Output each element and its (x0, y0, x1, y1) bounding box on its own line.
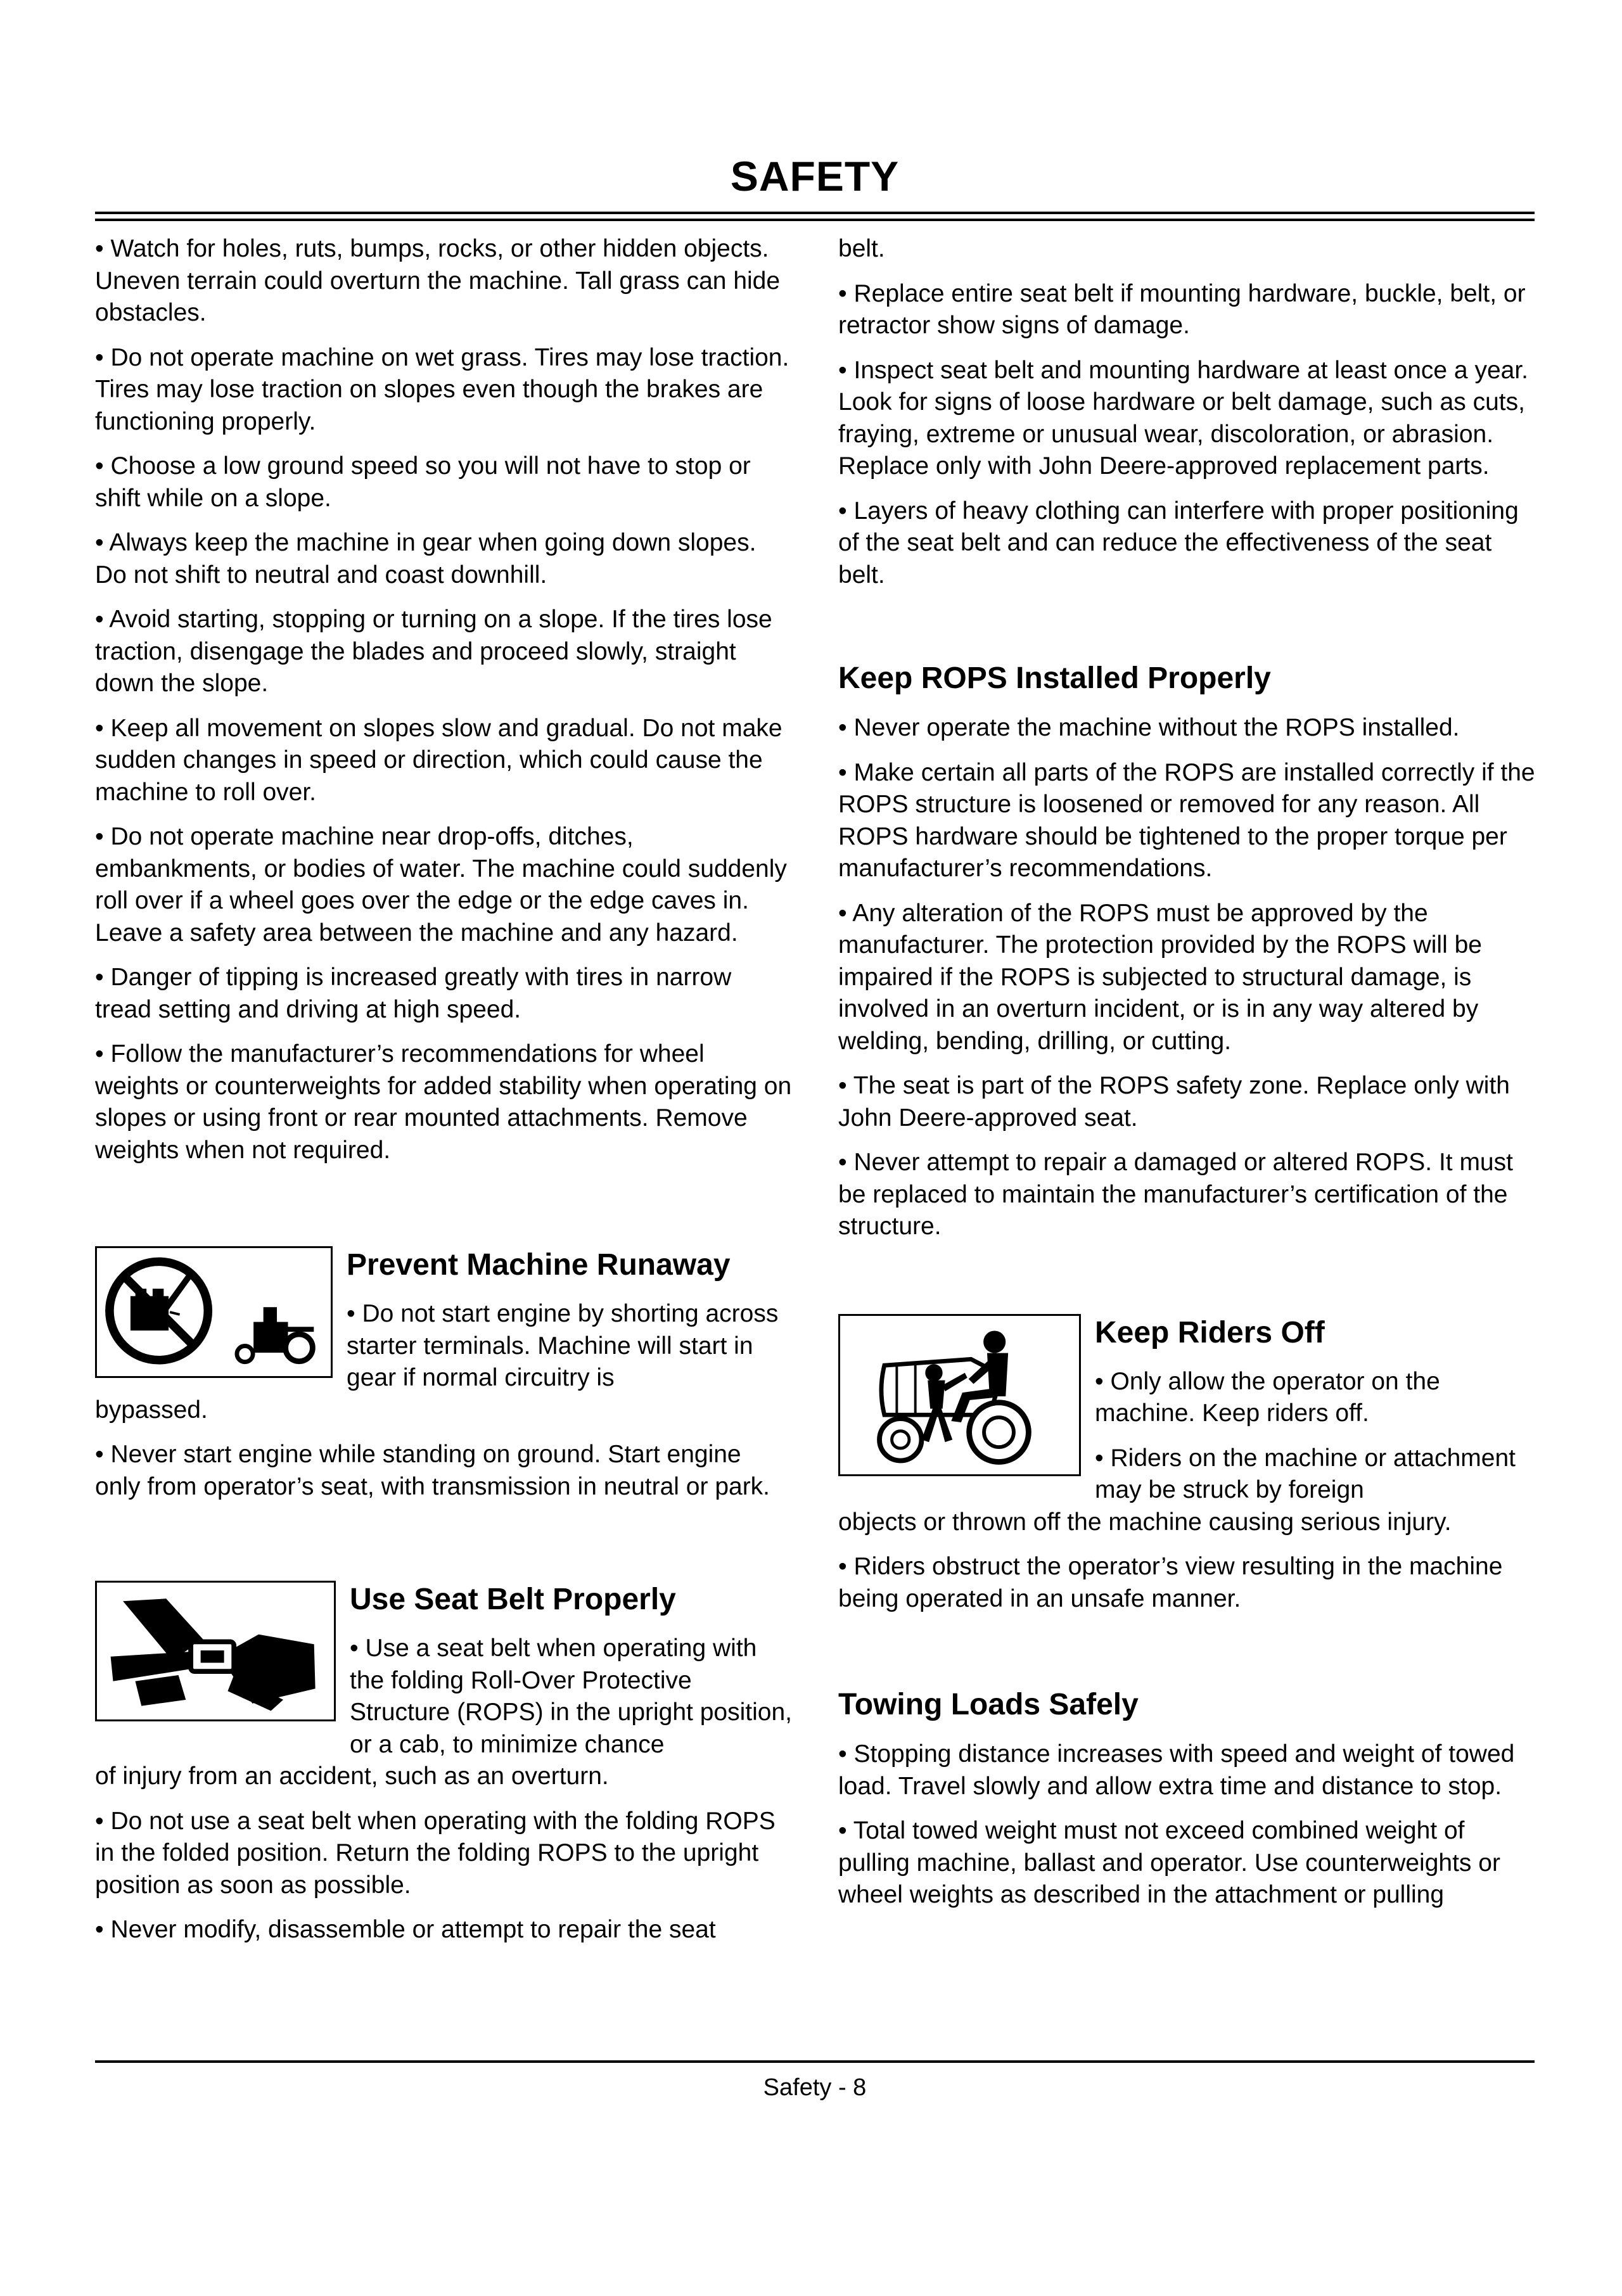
runaway-bullet-1: • Do not start engine by shorting across starter terminals. Machine will start in gear if normal circuitry is (347, 1300, 779, 1391)
footer-rule (95, 2060, 1535, 2063)
riders-heading: Keep Riders Off (1095, 1315, 1325, 1349)
header-rule-top (95, 212, 1535, 214)
runaway-heading: Prevent Machine Runaway (347, 1248, 731, 1282)
runaway-section (95, 1246, 792, 1394)
bullet-tipping: • Danger of tipping is increased greatly with tires in narrow tread setting and driving at high speed. (95, 964, 732, 1023)
riders-bullet-2: • Riders on the machine or attachment may be struck by foreign (1095, 1444, 1516, 1503)
seatbelt-bullet-3: • Never modify, disassemble or attempt to repair the seat (95, 1916, 716, 1943)
rops-bullet-4: • The seat is part of the ROPS safety zone. Replace only with John Deere-approved seat. (838, 1072, 1510, 1132)
bullet-wheel-weights: • Follow the manufacturer’s recommendations for wheel weights or counterweights for added stability when operating on slopes or using front or rear mounted attachments. Remove weights when not required. (95, 1040, 792, 1164)
seatbelt-bullet-1: • Use a seat belt when operating with the folding Roll-Over Protective Structure (ROPS) in the upright position, or a cab, to minimize chance (350, 1635, 792, 1758)
no-shorting-starter-icon (95, 1246, 333, 1378)
right-column (838, 233, 1535, 1924)
seatbelt-continued: belt. (838, 235, 885, 262)
seatbelt-bullet-2: • Do not use a seat belt when operating with the folding ROPS in the folded position. Return the folding ROPS to the upright position as soon as possible. (95, 1807, 776, 1899)
riders-bullet-2-continued: objects or thrown off the machine causing serious injury. (838, 1508, 1452, 1536)
towing-heading: Towing Loads Safely (838, 1688, 1139, 1721)
rops-bullet-1: • Never operate the machine without the ROPS installed. (838, 714, 1460, 741)
bullet-heavy-clothing: • Layers of heavy clothing can interfere with proper positioning of the seat belt and can reduce the effectiveness of the seat belt. (838, 497, 1519, 589)
towing-bullet-2: • Total towed weight must not exceed combined weight of pulling machine, ballast and operator. Use counterweights or wheel weights as described in the attachment or pulling (838, 1817, 1500, 1908)
tractor-rider-icon (838, 1314, 1081, 1476)
bullet-wet-grass: • Do not operate machine on wet grass. Tires may lose traction. Tires may lose traction on slopes even though the brakes are functioning properly. (95, 343, 789, 435)
bullet-inspect-seat-belt: • Inspect seat belt and mounting hardware at least once a year. Look for signs of loose hardware or belt damage, such as cuts, fraying, extreme or unusual wear, discoloration, or abrasion. Replace only with John Deere-approved replacement parts. (838, 356, 1528, 480)
left-column (95, 233, 792, 1959)
riders-bullet-1: • Only allow the operator on the machine. Keep riders off. (1095, 1367, 1440, 1427)
rops-bullet-2: • Make certain all parts of the ROPS are installed correctly if the ROPS structure is loosened or removed for any reason. All ROPS hardware should be tightened to the proper torque per manufacturer’s recommendations. (838, 758, 1535, 882)
towing-bullet-1: • Stopping distance increases with speed and weight of towed load. Travel slowly and allow extra time and distance to stop. (838, 1740, 1515, 1800)
page-footer: Safety - 8 (763, 2074, 867, 2101)
header-rule-bottom (95, 219, 1535, 221)
runaway-bullet-2: • Never start engine while standing on ground. Start engine only from operator’s seat, with transmission in neutral or park. (95, 1441, 770, 1500)
bullet-slow-movement: • Keep all movement on slopes slow and gradual. Do not make sudden changes in speed or direction, which could cause the machine to roll over. (95, 714, 782, 806)
bullet-holes: • Watch for holes, ruts, bumps, rocks, or other hidden objects. Uneven terrain could overturn the machine. Tall grass can hide obstacles. (95, 235, 781, 326)
seatbelt-bullet-1-continued: of injury from an accident, such as an overturn. (95, 1763, 609, 1790)
riders-bullet-3: • Riders obstruct the operator’s view resulting in the machine being operated in an unsafe manner. (838, 1553, 1503, 1612)
bullet-gear-downhill: • Always keep the machine in gear when going down slopes. Do not shift to neutral and coast downhill. (95, 529, 757, 589)
rops-bullet-3: • Any alteration of the ROPS must be approved by the manufacturer. The protection provided by the ROPS will be impaired if the ROPS is subjected to structural damage, is involved in an overturn incident, or is in any way altered by welding, bending, drilling, or cutting. (838, 899, 1482, 1055)
bullet-low-speed: • Choose a low ground speed so you will not have to stop or shift while on a slope. (95, 452, 751, 512)
seatbelt-section (95, 1581, 792, 1761)
rops-heading: Keep ROPS Installed Properly (838, 661, 1271, 695)
rops-bullet-5: • Never attempt to repair a damaged or altered ROPS. It must be replaced to maintain the manufacturer’s certification of the structure. (838, 1149, 1513, 1240)
bullet-drop-offs: • Do not operate machine near drop-offs, ditches, embankments, or bodies of water. The machine could suddenly roll over if a wheel goes over the edge or the edge caves in. Leave a safety area between the machine and any hazard. (95, 823, 787, 947)
seat-belt-buckle-icon (95, 1581, 336, 1721)
seatbelt-heading: Use Seat Belt Properly (350, 1583, 676, 1616)
riders-section (838, 1314, 1535, 1507)
runaway-bullet-1-continued: bypassed. (95, 1396, 208, 1424)
page-title: SAFETY (730, 153, 900, 200)
bullet-replace-seat-belt: • Replace entire seat belt if mounting hardware, buckle, belt, or retractor show signs of damage. (838, 279, 1526, 339)
bullet-avoid-stopping: • Avoid starting, stopping or turning on a slope. If the tires lose traction, disengage the blades and proceed slowly, straight down the slope. (95, 606, 772, 697)
